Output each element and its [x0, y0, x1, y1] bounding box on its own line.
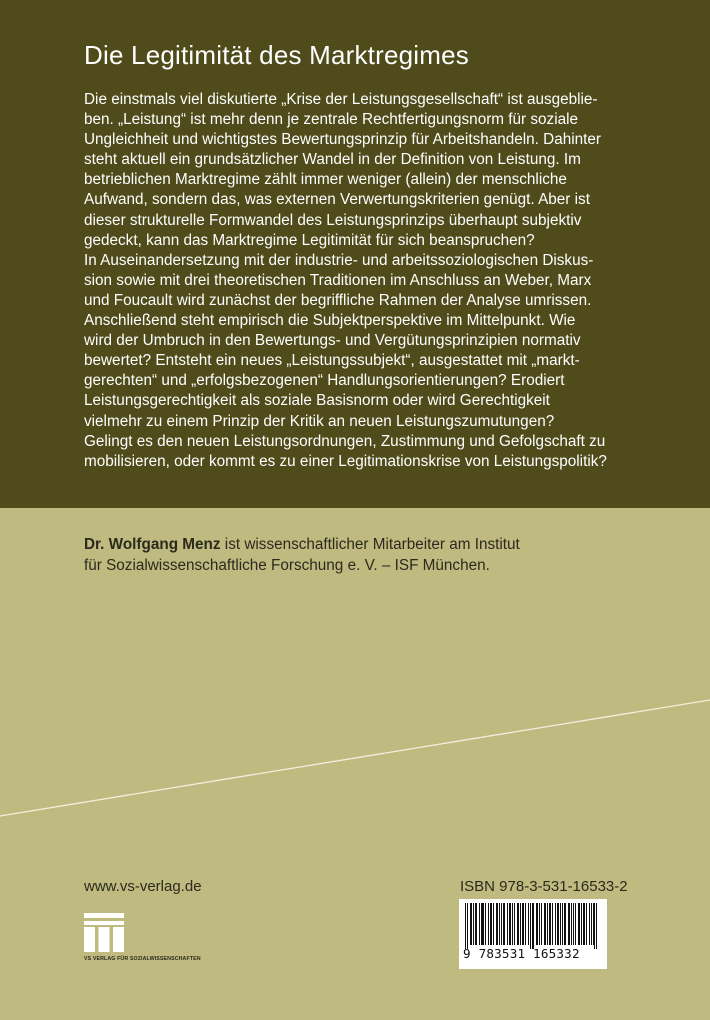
barcode-bar — [555, 903, 556, 945]
description-panel — [0, 0, 710, 508]
barcode-bar — [481, 903, 482, 945]
blurb-line: In Auseinandersetzung mit der industrie- und arbeitssoziologischen Diskus- — [84, 251, 594, 269]
barcode-bar — [581, 903, 582, 945]
barcode-bar — [485, 903, 486, 945]
barcode-bar — [593, 903, 594, 945]
publisher-url[interactable]: www.vs-verlag.de — [84, 878, 202, 895]
barcode-bar — [537, 903, 538, 945]
blurb-line: ben. „Leistung“ ist mehr denn je zentrale Rechtfertigungsnorm für soziale — [84, 111, 579, 129]
barcode-bar — [499, 903, 500, 945]
barcode-bar — [465, 903, 466, 949]
blurb-line: gedeckt, kann das Marktregime Legitimität für sich beanspruchen? — [84, 231, 535, 249]
publisher-logo-icon — [84, 913, 124, 953]
barcode-bar — [549, 903, 550, 945]
barcode-bar — [550, 903, 551, 945]
barcode-bar — [523, 903, 524, 945]
barcode-bar — [583, 903, 584, 945]
blurb-line: Anschließend steht empirisch die Subjektperspektive im Mittelpunkt. Wie — [84, 312, 576, 330]
barcode-bar — [533, 903, 534, 949]
blurb-line: vielmehr zu einem Prinzip der Kritik an neuen Leistungszumutungen? — [84, 412, 555, 430]
barcode-bar — [503, 903, 504, 945]
author-bio-line-2: für Sozialwissenschaftliche Forschung e. V. – ISF München. — [84, 556, 490, 574]
barcode-bar — [539, 903, 540, 945]
blurb-line: steht aktuell ein grundsätzlicher Wandel in der Definition von Leistung. Im — [84, 151, 581, 169]
barcode-bar — [497, 903, 498, 945]
barcode-bar — [596, 903, 597, 949]
author-name: Dr. Wolfgang Menz — [84, 536, 221, 553]
barcode-bar — [591, 903, 592, 945]
barcode-bar — [545, 903, 546, 945]
barcode-bar — [517, 903, 518, 945]
blurb-line: Die einstmals viel diskutierte „Krise der Leistungsgesellschaft“ ist ausgeblie- — [84, 91, 598, 108]
author-bio-line-1-rest: ist wissenschaftlicher Mitarbeiter am Institut — [220, 536, 520, 553]
barcode-bar — [575, 903, 576, 945]
barcode-bar — [571, 903, 572, 945]
barcode-bar — [518, 903, 519, 945]
barcode-bar — [532, 903, 533, 949]
barcode-bar — [522, 903, 523, 945]
author-bio — [84, 535, 624, 576]
barcode-bar — [541, 903, 542, 945]
blurb-text — [84, 90, 614, 472]
barcode-bar — [558, 903, 559, 945]
barcode-bar — [496, 903, 497, 945]
barcode-bar — [565, 903, 566, 945]
barcode-bar — [564, 903, 565, 945]
blurb-line: Leistungsgerechtigkeit als soziale Basisnorm oder wird Gerechtigkeit — [84, 392, 550, 410]
barcode-bar — [476, 903, 477, 945]
barcode-bar — [504, 903, 505, 945]
blurb-line: Aufwand, sondern das, was externen Verwertungskriterien genügt. Aber ist — [84, 191, 590, 209]
blurb-line: sion sowie mit drei theoretischen Traditionen im Anschluss an Weber, Marx — [84, 271, 592, 289]
barcode-bar — [573, 903, 574, 945]
barcode-bar — [525, 903, 526, 945]
barcode-bar — [520, 903, 521, 945]
barcode-bar — [514, 903, 515, 945]
barcode-bar — [493, 903, 494, 945]
barcode-bar — [552, 903, 553, 945]
barcode-bar — [547, 903, 548, 945]
barcode-bar — [560, 903, 561, 945]
blurb-line: mobilisieren, oder kommt es zu einer Legitimationskrise von Leistungspolitik? — [84, 452, 607, 470]
barcode-bar — [470, 903, 471, 945]
barcode-bar — [488, 903, 489, 945]
barcode-bar — [569, 903, 570, 945]
blurb-line: Gelingt es den neuen Leistungsordnungen, Zustimmung und Gefolgschaft zu — [84, 432, 606, 450]
barcode-bar — [512, 903, 513, 945]
barcode-bar — [589, 903, 590, 945]
barcode-bar — [475, 903, 476, 945]
barcode-bar — [579, 903, 580, 945]
barcode-digits: 9 783531 165332 — [463, 946, 580, 961]
barcode-bar — [544, 903, 545, 945]
barcode-bar — [530, 903, 531, 949]
barcode-bar — [491, 903, 492, 945]
blurb-line: und Foucault wird zunächst der begriffliche Rahmen der Analyse umrissen. — [84, 291, 592, 309]
blurb-line: wird der Umbruch in den Bewertungs- und Vergütungsprinzipien normativ — [84, 332, 581, 350]
blurb-line: gerechten“ und „erfolgsbezogenen“ Handlungsorientierungen? Erodiert — [84, 372, 565, 390]
blurb-line: bewertet? Entsteht ein neues „Leistungssubjekt“, ausgestattet mit „markt- — [84, 352, 580, 370]
barcode-bar — [578, 903, 579, 945]
barcode-bar — [467, 903, 468, 949]
author-bio-line-1 — [84, 535, 624, 556]
barcode-bar — [507, 903, 508, 945]
isbn-label: ISBN 978-3-531-16533-2 — [460, 878, 628, 895]
barcode-bar — [568, 903, 569, 945]
barcode-bar — [557, 903, 558, 945]
barcode-bar — [473, 903, 474, 945]
blurb-line: betrieblichen Marktregime zählt immer weniger (allein) der menschliche — [84, 171, 567, 189]
barcode-bar — [501, 903, 502, 945]
barcode-bar — [594, 903, 595, 949]
blurb-line: Ungleichheit und wichtigstes Bewertungsprinzip für Arbeitshandeln. Dahinter — [84, 131, 601, 149]
barcode-bar — [479, 903, 480, 945]
blurb-line: dieser strukturelle Formwandel des Leistungsprinzips überhaupt subjektiv — [84, 211, 582, 229]
barcode-bar — [509, 903, 510, 945]
barcode-bar — [536, 903, 537, 945]
barcode-bar — [471, 903, 472, 945]
barcode-bar — [483, 903, 484, 945]
barcode-bar — [510, 903, 511, 945]
publisher-logo-text: VS VERLAG FÜR SOZIALWISSENSCHAFTEN — [84, 956, 201, 962]
barcode-bar — [490, 903, 491, 945]
barcode-bar — [528, 903, 529, 945]
barcode-bar — [586, 903, 587, 945]
book-title: Die Legitimität des Marktregimes — [84, 40, 469, 70]
barcode-bar — [584, 903, 585, 945]
barcode-bar — [562, 903, 563, 945]
barcode-bar — [482, 903, 483, 945]
